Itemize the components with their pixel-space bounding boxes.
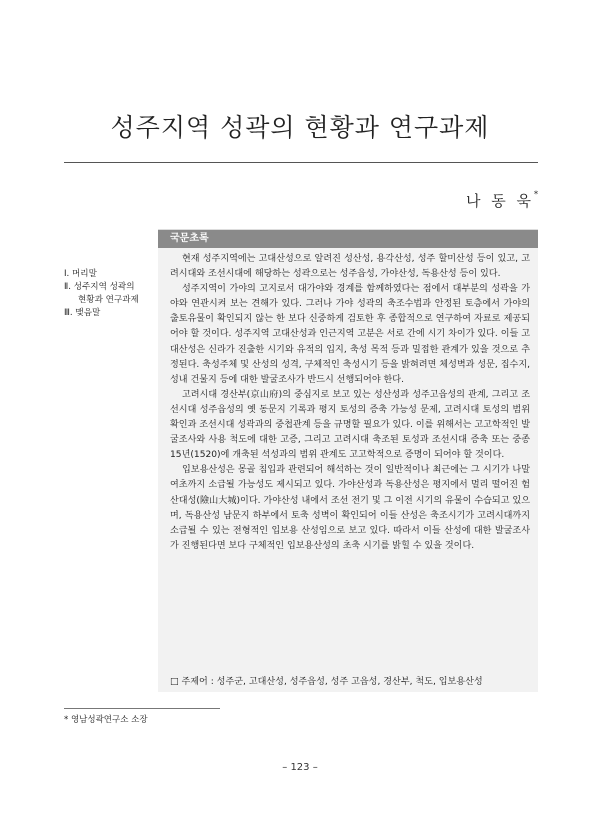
footnote-divider	[64, 708, 220, 709]
author-footnote-marker: *	[534, 190, 538, 199]
abstract-paragraph: 입보용산성은 몽골 침입과 관련되어 해석하는 것이 일반적이나 최근에는 그 시기가 나말여초까지 소급될 가능성도 제시되고 있다. 가야산성과 독용산성은 평지에서 멀리 떨어진 험산대성(險山大城)이다. 가야산성 내에서 조선 전기 및 그 이전 시기의 유물이 수습되고 있으며, 독용산성 남문지 하부에서 토축 성벽이 확인되어 이들 산성은 축조시기가 고려시대까지 소급될 수 있는 전형적인 입보용 산성임으로 보고 있다. 따라서 이들 산성에 대한 발굴조사가 진행된다면 보다 구체적인 입보용산성의 초축 시기를 밝힐 수 있을 것이다.	[170, 465, 530, 551]
footnote: * 영남성곽연구소 소장	[64, 715, 148, 725]
page-number: – 123 –	[282, 762, 318, 773]
keywords: □ 주제어 : 성주군, 고대산성, 성주읍성, 성주 고읍성, 경산부, 척도, 입보용산성	[170, 677, 483, 687]
abstract-body	[158, 248, 538, 554]
toc-item: Ⅰ. 머리말	[64, 269, 97, 279]
author	[466, 190, 538, 211]
abstract-paragraph: 고려시대 경산부(京山府)의 중심지로 보고 있는 성산성과 성주고읍성의 관계, 그리고 조선시대 성주읍성의 옛 동문지 기록과 평지 토성의 증축 가능성 문제, 고려시대 토성의 범위 확인과 조선시대 성곽과의 중첩관계 등을 규명할 필요가 있다. 이를 위해서는 고고학적인 발굴조사와 사용 척도에 대한 고증, 그리고 고려시대 축조된 토성과 조선시대 증축 또는 중종 15년(1520)에 개축된 석성과의 범위 관계도 고고학적으로 증명이 되어야 할 것이다.	[170, 389, 530, 461]
toc-item: 현황과 연구과제	[78, 295, 139, 305]
toc-item: Ⅱ. 성주지역 성곽의	[64, 282, 135, 292]
abstract-box	[158, 229, 538, 692]
author-name: 나 동 욱	[465, 192, 534, 210]
toc-item: Ⅲ. 맺음말	[64, 308, 101, 318]
paper-title: 성주지역 성곽의 현황과 연구과제	[110, 113, 490, 142]
title-divider	[64, 162, 538, 163]
abstract-heading: 국문초록	[158, 230, 538, 248]
table-of-contents	[64, 268, 156, 320]
abstract-paragraph: 성주지역이 가야의 고지로서 대가야와 경계를 함께하였다는 점에서 대부분의 성곽을 가야와 연관시켜 보는 견해가 있다. 그러나 가야 성곽의 축조수법과 안정된 토층에서 가야의 출토유물이 확인되지 않는 한 보다 신중하게 검토한 후 종합적으로 연구하여 자료로 제공되어야 할 것이다. 성주지역 고대산성과 인근지역 고분은 서로 간에 시기 차이가 있다. 이들 고대산성은 신라가 진출한 시기와 유적의 입지, 축성 목적 등과 밀접한 관계가 있을 것으로 추정된다. 축성주체 및 산성의 성격, 구체적인 축성시기 등을 밝혀려면 체성벽과 성문, 집수지, 성내 건물지 등에 대한 발굴조사가 반드시 선행되어야 한다.	[170, 284, 530, 385]
abstract-paragraph: 현재 성주지역에는 고대산성으로 알려진 성산성, 용각산성, 성주 할미산성 등이 있고, 고려시대와 조선시대에 해당하는 성곽으로는 성주읍성, 가야산성, 독용산성 등이 있다.	[170, 254, 530, 280]
